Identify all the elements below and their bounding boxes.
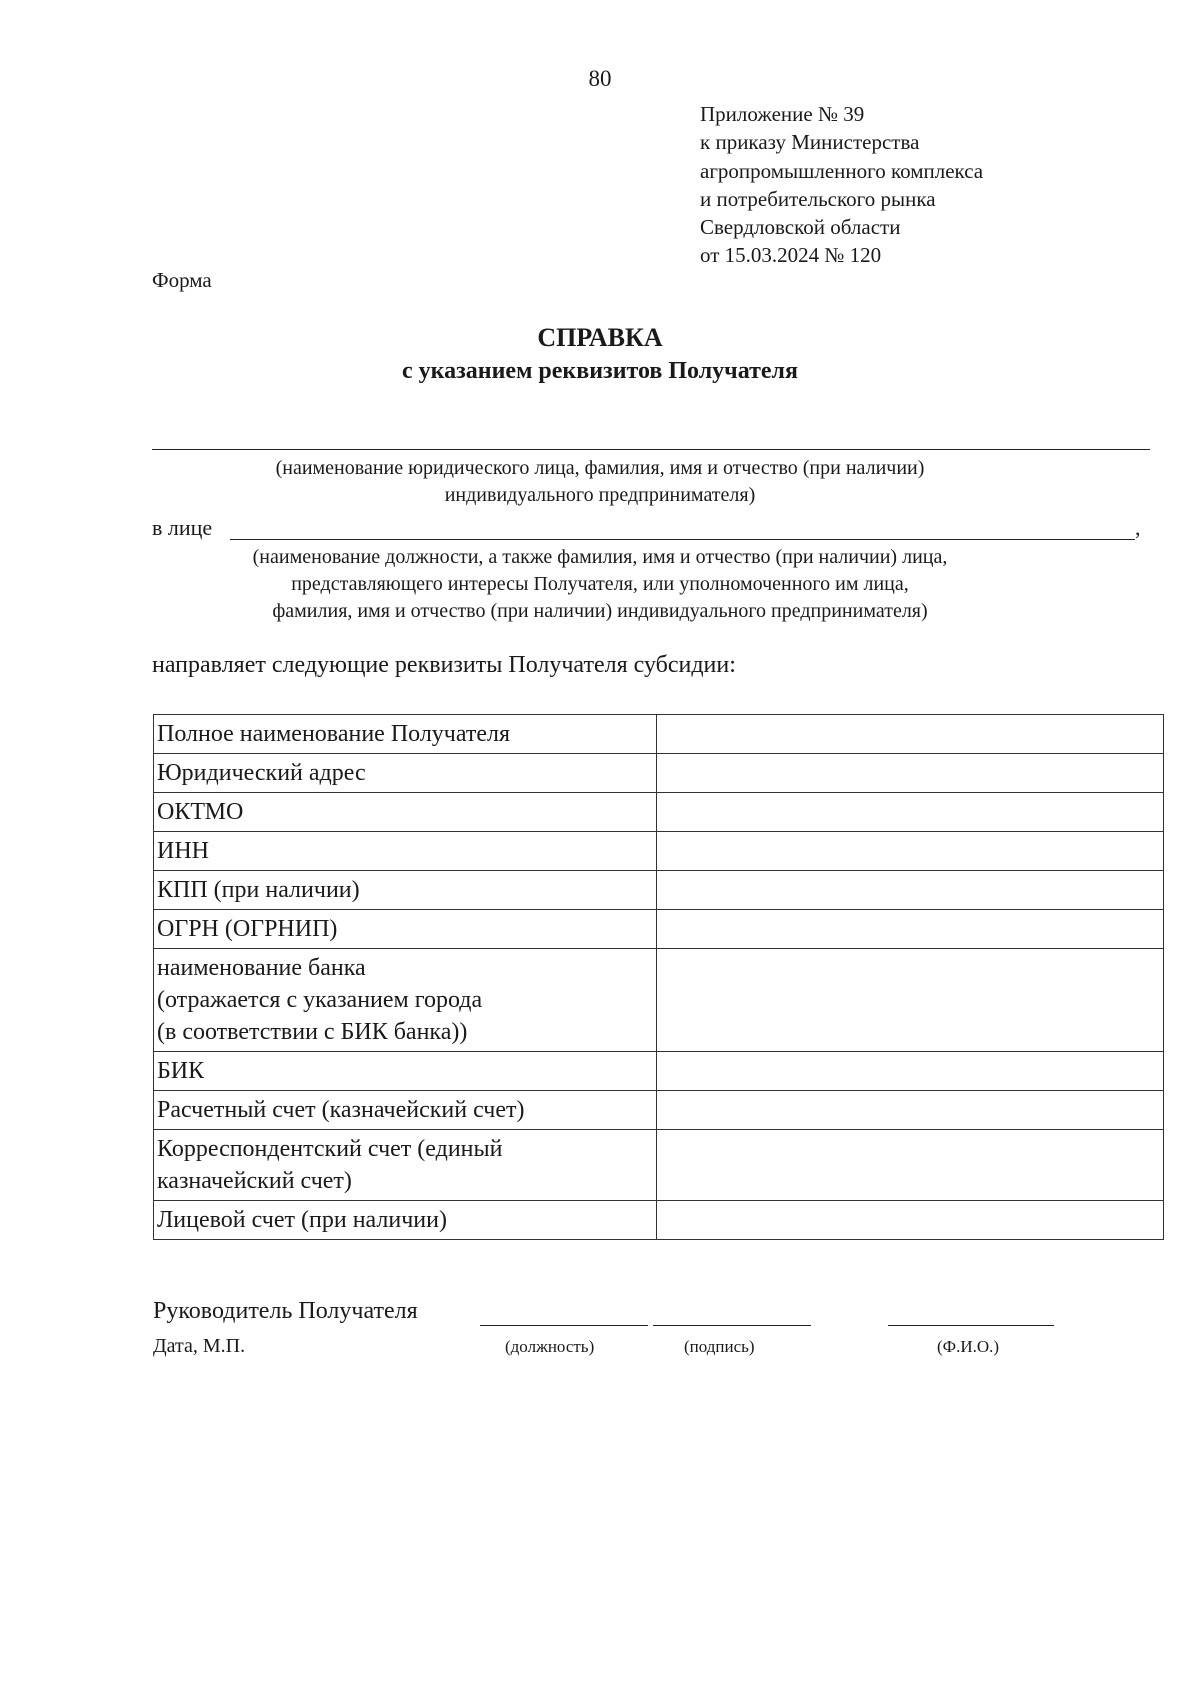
- table-row: [154, 910, 1164, 949]
- table-row: [154, 871, 1164, 910]
- requisite-value-field[interactable]: [657, 793, 1164, 832]
- table-row: [154, 754, 1164, 793]
- requisite-label: Расчетный счет (казначейский счет): [157, 1097, 525, 1123]
- requisite-label-cell: [154, 1091, 657, 1130]
- appendix-line: Свердловской области: [700, 215, 901, 240]
- requisite-value-field[interactable]: [657, 1201, 1164, 1240]
- requisite-value-field[interactable]: [657, 1130, 1164, 1201]
- requisite-label-cell: [154, 1130, 657, 1201]
- requisite-value-field[interactable]: [657, 754, 1164, 793]
- requisite-label: наименование банка: [157, 955, 366, 981]
- representative-suffix: ,: [1135, 515, 1141, 540]
- requisite-value-field[interactable]: [657, 1091, 1164, 1130]
- requisite-label: КПП (при наличии): [157, 877, 360, 903]
- representative-prefix: в лице: [152, 515, 213, 540]
- table-row: [154, 715, 1164, 754]
- requisite-value-field[interactable]: [657, 1052, 1164, 1091]
- requisite-label: Полное наименование Получателя: [157, 721, 511, 747]
- requisite-label-cell: [154, 949, 657, 1052]
- requisite-value-field[interactable]: [657, 871, 1164, 910]
- page-number: 80: [588, 66, 612, 91]
- table-row: [154, 949, 1164, 1052]
- representative-caption: [0, 544, 1200, 625]
- recipient-caption: [0, 455, 1200, 509]
- requisite-label-cell: [154, 754, 657, 793]
- name-caption: (Ф.И.О.): [937, 1337, 1000, 1356]
- table-row: [154, 832, 1164, 871]
- requisites-table-body: [154, 715, 1164, 1240]
- requisite-value-field[interactable]: [657, 949, 1164, 1052]
- requisite-label: Корреспондентский счет (единый: [157, 1136, 503, 1162]
- caption-line: фамилия, имя и отчество (при наличии) индивидуального предпринимателя): [272, 600, 928, 622]
- caption-line: представляющего интересы Получателя, или уполномоченного им лица,: [291, 573, 909, 595]
- position-line[interactable]: [480, 1325, 648, 1326]
- position-caption: (должность): [505, 1337, 595, 1356]
- appendix-line: и потребительского рынка: [700, 186, 936, 211]
- requisite-value-field[interactable]: [657, 715, 1164, 754]
- appendix-line: от 15.03.2024 № 120: [700, 243, 882, 268]
- requisite-label: ИНН: [157, 838, 209, 864]
- document-title: СПРАВКА: [537, 323, 663, 352]
- intro-text: направляет следующие реквизиты Получателя субсидии:: [152, 652, 736, 678]
- table-row: [154, 1091, 1164, 1130]
- document-subtitle: с указанием реквизитов Получателя: [402, 358, 798, 384]
- head-label: Руководитель Получателя: [153, 1298, 418, 1324]
- caption-line: индивидуального предпринимателя): [444, 484, 756, 506]
- requisite-label: Лицевой счет (при наличии): [157, 1207, 447, 1233]
- requisite-label-cell: [154, 1201, 657, 1240]
- requisite-label-cell: [154, 832, 657, 871]
- requisite-label: казначейский счет): [157, 1168, 352, 1194]
- requisite-label: (отражается с указанием города: [157, 987, 483, 1013]
- requisites-table: [153, 714, 1164, 1240]
- requisite-label-cell: [154, 793, 657, 832]
- requisite-label: ОКТМО: [157, 799, 244, 825]
- requisite-label-cell: [154, 715, 657, 754]
- form-label: Форма: [152, 268, 212, 292]
- appendix-line: агропромышленного комплекса: [700, 158, 984, 183]
- requisite-label: (в соответствии с БИК банка)): [157, 1019, 468, 1045]
- appendix-block: [700, 100, 983, 270]
- requisite-label: ОГРН (ОГРНИП): [157, 916, 338, 942]
- caption-line: (наименование юридического лица, фамилия, имя и отчество (при наличии): [275, 457, 925, 479]
- requisite-value-field[interactable]: [657, 910, 1164, 949]
- requisite-label-cell: [154, 871, 657, 910]
- name-line[interactable]: [888, 1325, 1054, 1326]
- requisite-label: БИК: [157, 1058, 205, 1084]
- requisite-label-cell: [154, 1052, 657, 1091]
- requisite-label: Юридический адрес: [157, 760, 366, 786]
- table-row: [154, 793, 1164, 832]
- table-row: [154, 1201, 1164, 1240]
- date-stamp-label: Дата, М.П.: [153, 1335, 246, 1357]
- appendix-line: к приказу Министерства: [700, 130, 920, 155]
- signature-line[interactable]: [653, 1325, 811, 1326]
- table-row: [154, 1130, 1164, 1201]
- recipient-name-line[interactable]: [152, 449, 1150, 450]
- representative-line[interactable]: [230, 539, 1135, 540]
- requisite-value-field[interactable]: [657, 832, 1164, 871]
- caption-line: (наименование должности, а также фамилия, имя и отчество (при наличии) лица,: [252, 546, 948, 568]
- signature-caption: (подпись): [684, 1337, 755, 1356]
- requisite-label-cell: [154, 910, 657, 949]
- appendix-line: Приложение № 39: [700, 102, 865, 126]
- table-row: [154, 1052, 1164, 1091]
